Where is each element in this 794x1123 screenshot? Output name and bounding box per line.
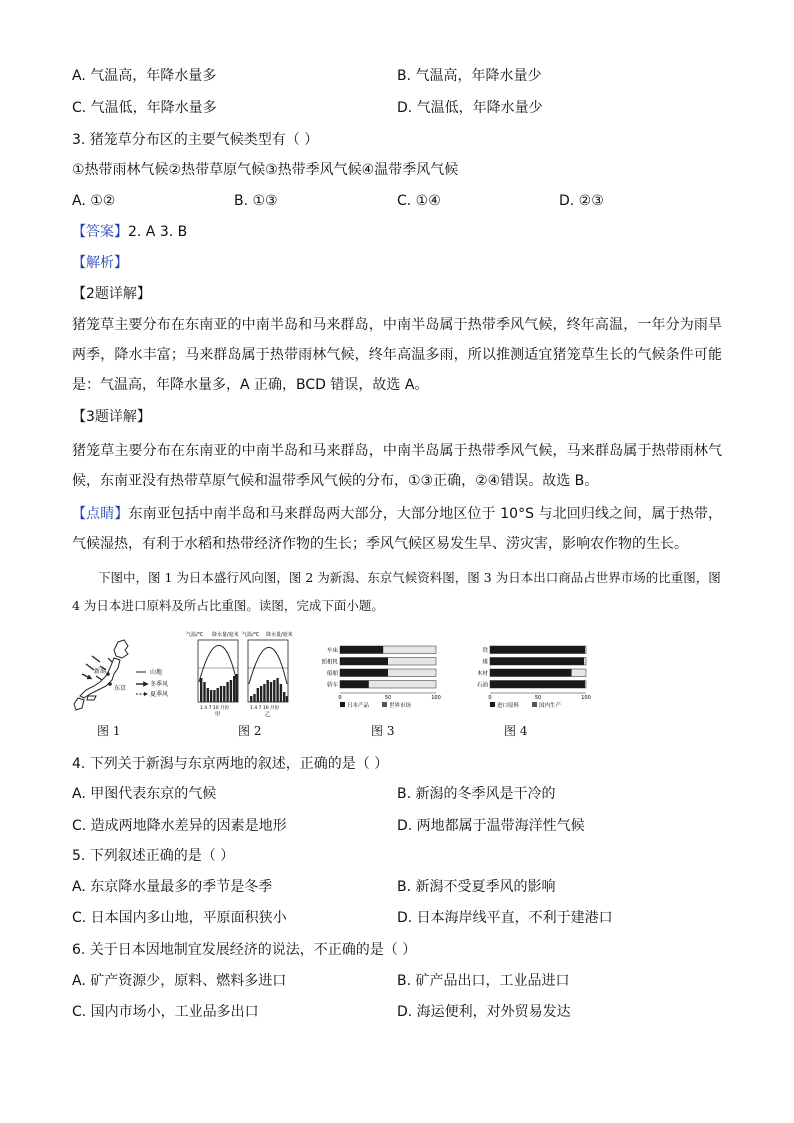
fig3-tick-label: 50: [384, 695, 392, 701]
analysis-label: 【解析】: [72, 255, 128, 271]
fig1-tokyo-label: 东京: [114, 685, 127, 692]
q4-option-c: C. 造成两地降水差异的因素是地形: [72, 818, 287, 834]
q4-option-b: B. 新潟的冬季风是干冷的: [397, 786, 556, 802]
figure-2-climate-chart: [186, 630, 298, 718]
q3-option-a: A. ①②: [72, 193, 116, 209]
q5-option-b: B. 新潟不受夏季风的影响: [397, 879, 556, 895]
fig3-bar-main: [340, 669, 388, 677]
figure-2-caption: 图 2: [238, 724, 262, 738]
tip-paragraph: [72, 499, 722, 559]
fig3-tick-label: 100: [431, 695, 441, 701]
fig2-header-right: 降水量/毫米: [266, 632, 293, 638]
answer-text: 2. A 3. B: [128, 224, 188, 240]
q3-option-d: D. ②③: [559, 193, 604, 209]
fig3-legend-swatch-b: [382, 702, 387, 707]
tip-text: 东南亚包括中南半岛和马来群岛两大部分，大部分地区位于 10°S 与北回归线之间，属于热带，气候湿热，有利于水稻和热带经济作物的生长；季风气候区易发生旱、涝灾害，影响农作物的生长。: [72, 506, 722, 552]
q3-stem: 3. 猪笼草分布区的主要气候类型有（ ）: [72, 132, 319, 148]
q2-option-a: A. 气温高，年降水量多: [72, 68, 217, 84]
fig4-category-label: 铁: [482, 648, 488, 654]
figure-1-caption: 图 1: [97, 724, 121, 738]
fig4-bar-main: [490, 646, 585, 654]
q5-stem: 5. 下列叙述正确的是（ ）: [72, 848, 235, 864]
fig2-yi-months: 1 4 7 10 月份: [250, 706, 280, 711]
fig3-bar-main: [340, 646, 383, 654]
fig2-jia-months: 1 4 7 10 月份: [200, 706, 230, 711]
q3-choices: ①热带雨林气候②热带草原气候③热带季风气候④温带季风气候: [72, 162, 459, 178]
figure-1-map: [70, 636, 185, 716]
fig3-legend-a: 日本产品: [347, 703, 370, 709]
q5-option-d: D. 日本海岸线平直，不利于建港口: [397, 910, 613, 926]
q6-option-c: C. 国内市场小，工业品多出口: [72, 1004, 259, 1020]
fig4-tick-label: 0: [488, 695, 492, 701]
fig4-tick-label: 50: [534, 695, 542, 701]
fig3-legend-b: 世界市场: [389, 703, 412, 709]
fig2-header-mid1: 降水量/毫米: [212, 632, 239, 638]
figure-intro: 下图中，图 1 为日本盛行风向图，图 2 为新潟、东京气候资料图，图 3 为日本出口商品占世界市场的比重图，图 4 为日本进口原料及所占比重图。读图，完成下面小题。: [72, 570, 721, 613]
q6-option-a: A. 矿产资源少，原料、燃料多进口: [72, 973, 287, 989]
detail2-text: 猪笼草主要分布在东南亚的中南半岛和马来群岛，中南半岛属于热带季风气候，终年高温，一年分为雨旱两季，降水丰富；马来群岛属于热带雨林气候，终年高温多雨，所以推测适宜猪笼草生长的气候条件可能是：气温高，年降水量多，A 正确，BCD 错误，故选 A。: [72, 317, 722, 393]
fig3-category-label: 照相机: [321, 659, 338, 666]
fig4-legend-swatch-b: [532, 702, 537, 707]
q6-option-b: B. 矿产品出口，工业品进口: [397, 973, 570, 989]
answer-line: [72, 222, 187, 242]
fig4-legend-swatch-a: [490, 702, 495, 707]
q5-option-a: A. 东京降水量最多的季节是冬季: [72, 879, 273, 895]
q3-option-c: C. ①④: [397, 193, 441, 209]
tip-label: 【点睛】: [72, 506, 129, 522]
fig3-category-label: 轿车: [326, 682, 338, 689]
fig4-bar-main: [490, 658, 584, 666]
q4-stem: 4. 下列关于新潟与东京两地的叙述，正确的是（ ）: [72, 756, 389, 772]
q2-option-b: B. 气温高，年降水量少: [397, 68, 542, 84]
q2-option-d: D. 气温低，年降水量少: [397, 100, 543, 116]
fig4-category-label: 煤: [482, 659, 488, 666]
fig2-jia-label: 甲: [215, 712, 221, 718]
fig4-bar-main: [490, 681, 585, 689]
detail2-label: 【2题详解】: [72, 286, 151, 302]
fig4-category-label: 木材: [476, 671, 488, 677]
figure-4-caption: 图 4: [504, 724, 528, 738]
fig3-bar-main: [340, 658, 388, 666]
q5-option-c: C. 日本国内多山地，平原面积狭小: [72, 910, 287, 926]
figure-4-import-chart: [466, 644, 592, 716]
fig2-header-left: 气温/℃: [186, 632, 204, 638]
fig2-header-mid2: 气温/℃: [242, 632, 260, 638]
fig4-bar-main: [490, 669, 572, 677]
fig3-bar-main: [340, 681, 369, 689]
fig1-legend-mountain: 山地: [150, 669, 163, 676]
fig1-legend-summer: 夏季风: [150, 691, 169, 698]
answer-label: 【答案】: [72, 224, 128, 240]
figure-3-export-chart: [316, 644, 442, 716]
q6-option-d: D. 海运便利，对外贸易发达: [397, 1004, 571, 1020]
q3-option-b: B. ①③: [234, 193, 278, 209]
fig4-legend-a: 进口原料: [497, 703, 520, 709]
fig4-legend-b: 国内生产: [539, 703, 562, 709]
q6-stem: 6. 关于日本因地制宜发展经济的说法，不正确的是（ ）: [72, 942, 417, 958]
figure-3-caption: 图 3: [371, 724, 395, 738]
fig2-yi-label: 乙: [265, 712, 271, 718]
fig3-tick-label: 0: [338, 695, 342, 701]
fig1-niigata-label: 新潟: [94, 668, 107, 675]
detail3-label: 【3题详解】: [72, 409, 151, 425]
fig1-legend-winter: 冬季风: [150, 681, 169, 688]
fig3-category-label: 车床: [326, 648, 338, 654]
q2-option-c: C. 气温低，年降水量多: [72, 100, 217, 116]
q4-option-d: D. 两地都属于温带海洋性气候: [397, 818, 585, 834]
detail3-text: 猪笼草主要分布在东南亚的中南半岛和马来群岛，中南半岛属于热带季风气候，马来群岛属于热带雨林气候，东南亚没有热带草原气候和温带季风气候的分布，①③正确，②④错误。故选 B。: [72, 443, 722, 489]
fig4-category-label: 石油: [476, 682, 488, 689]
fig3-legend-swatch-a: [340, 702, 345, 707]
q4-option-a: A. 甲图代表东京的气候: [72, 786, 217, 802]
fig3-category-label: 船舶: [326, 671, 338, 677]
fig4-tick-label: 100: [581, 695, 591, 701]
